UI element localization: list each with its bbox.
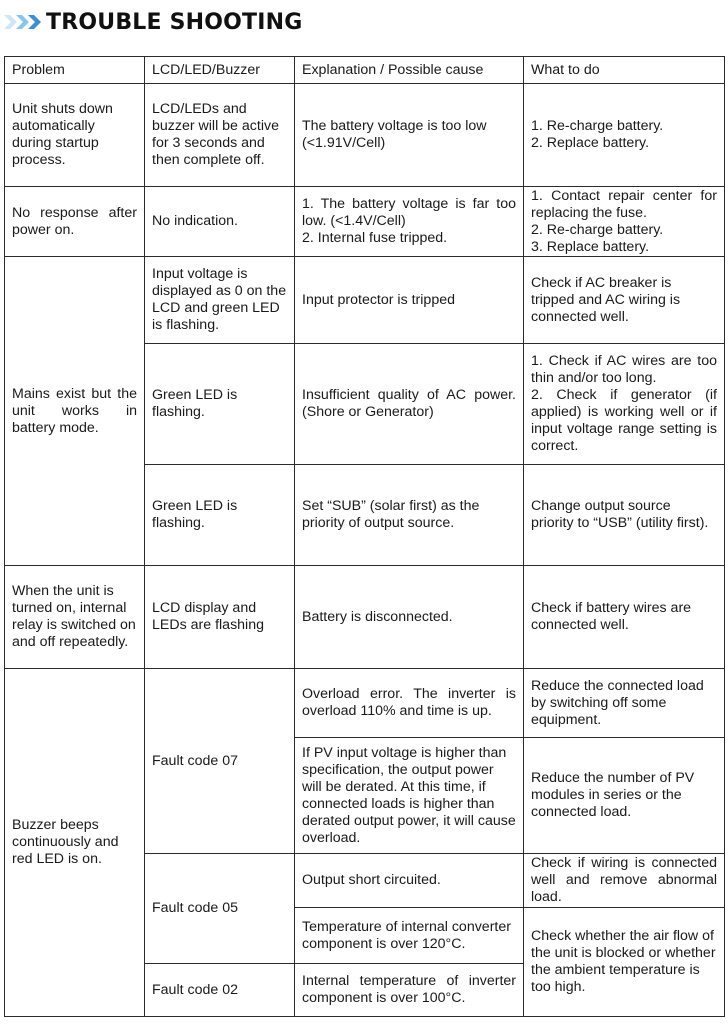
cause-cell: Overload error. The inverter is overload 110% and time is up. (295, 669, 524, 738)
action-cell: Check if battery wires are connected well. (524, 566, 725, 669)
cause-cell: Temperature of internal converter component is over 120°C. (295, 908, 524, 964)
action-cell: Check if wiring is connected well and remove abnormal load. (524, 854, 725, 908)
cause-cell: 1. The battery voltage is far too low. (<1.4V/Cell) 2. Internal fuse tripped. (295, 187, 524, 257)
indicator-cell: No indication. (145, 187, 295, 257)
cause-cell: Battery is disconnected. (295, 566, 524, 669)
table-row (5, 84, 725, 187)
troubleshooting-table (4, 56, 725, 1017)
action-cell: 1. Re-charge battery. 2. Replace battery. (524, 84, 725, 187)
problem-cell: No response after power on. (5, 187, 145, 257)
action-cell: 1. Check if AC wires are too thin and/or too long. 2. Check if generator (if applied) is working well or if input voltage range setting is correct. (524, 344, 725, 465)
table-row (5, 566, 725, 669)
indicator-cell: Fault code 05 (145, 854, 295, 964)
header-row (5, 57, 725, 84)
indicator-cell: LCD/LEDs and buzzer will be active for 3 seconds and then complete off. (145, 84, 295, 187)
action-cell: Reduce the number of PV modules in series or the connected load. (524, 738, 725, 854)
chevron-3-shape (28, 15, 41, 29)
problem-cell: When the unit is turned on, internal relay is switched on and off repeatedly. (5, 566, 145, 669)
action-cell: Reduce the connected load by switching off some equipment. (524, 669, 725, 738)
table-row (5, 187, 725, 257)
action-cell: Change output source priority to “USB” (utility first). (524, 465, 725, 566)
chevron-3-icon (28, 15, 41, 29)
indicator-cell: Green LED is flashing. (145, 344, 295, 465)
header-problem: Problem (5, 57, 145, 84)
page-title: TROUBLE SHOOTING (46, 9, 303, 35)
header-indicator: LCD/LED/Buzzer (145, 57, 295, 84)
header-cause: Explanation / Possible cause (295, 57, 524, 84)
problem-cell: Mains exist but the unit works in battery mode. (5, 257, 145, 566)
indicator-cell: Green LED is flashing. (145, 465, 295, 566)
table-row (5, 257, 725, 344)
indicator-cell: Input voltage is displayed as 0 on the LCD and green LED is flashing. (145, 257, 295, 344)
table-row (5, 669, 725, 738)
cause-cell: The battery voltage is too low (<1.91V/Cell) (295, 84, 524, 187)
cause-cell: Output short circuited. (295, 854, 524, 908)
action-cell: Check if AC breaker is tripped and AC wiring is connected well. (524, 257, 725, 344)
problem-cell: Unit shuts down automatically during startup process. (5, 84, 145, 187)
cause-cell: Insufficient quality of AC power. (Shore or Generator) (295, 344, 524, 465)
problem-cell: Buzzer beeps continuously and red LED is on. (5, 669, 145, 1017)
indicator-cell: Fault code 07 (145, 669, 295, 854)
action-cell: 1. Contact repair center for replacing the fuse. 2. Re-charge battery. 3. Replace battery. (524, 187, 725, 257)
action-cell: Check whether the air flow of the unit is blocked or whether the ambient temperature is too high. (524, 908, 725, 1017)
cause-cell: Set “SUB” (solar first) as the priority of output source. (295, 465, 524, 566)
section-header (4, 8, 303, 36)
cause-cell: Internal temperature of inverter component is over 100°C. (295, 964, 524, 1017)
indicator-cell: Fault code 02 (145, 964, 295, 1017)
indicator-cell: LCD display and LEDs are flashing (145, 566, 295, 669)
cause-cell: Input protector is tripped (295, 257, 524, 344)
header-action: What to do (524, 57, 725, 84)
cause-cell: If PV input voltage is higher than specification, the output power will be derated. At this time, if connected loads is higher than derated output power, it will cause overload. (295, 738, 524, 854)
